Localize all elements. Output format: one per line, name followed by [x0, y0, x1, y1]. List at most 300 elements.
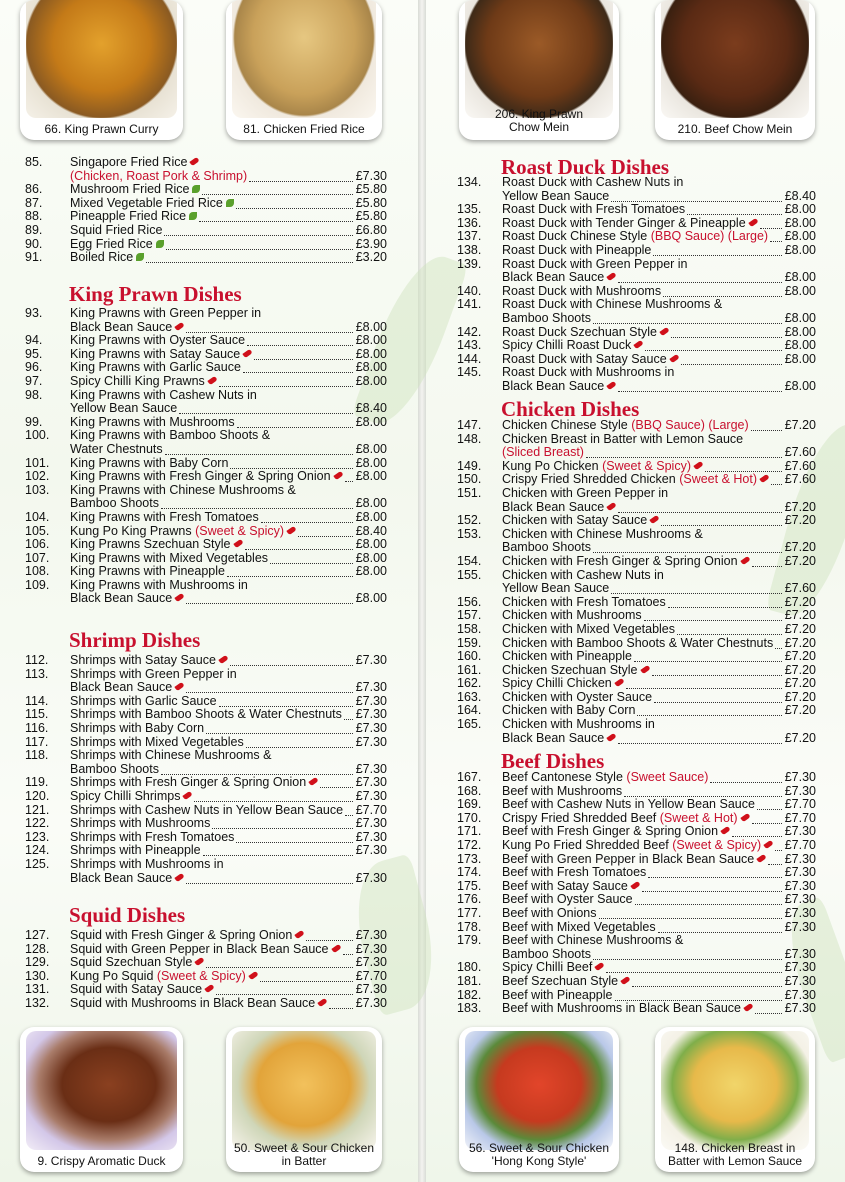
- shrimp-list: [25, 654, 387, 885]
- item-name: [502, 190, 609, 204]
- item-number: 176.: [457, 892, 482, 907]
- item-name: [502, 312, 591, 326]
- chili-icon: [748, 218, 758, 227]
- item-name: [502, 258, 688, 272]
- item-name: [502, 446, 584, 460]
- item-name: [502, 203, 685, 217]
- menu-item-continuation: [25, 402, 387, 416]
- item-label: Kung Po King Prawns: [70, 523, 192, 538]
- item-number: 160.: [457, 649, 482, 664]
- item-label: Roast Duck with Fresh Tomatoes: [502, 202, 686, 217]
- dot-leader: [751, 419, 782, 431]
- chili-icon: [175, 321, 185, 330]
- item-label: Spicy Chilli Beef: [502, 960, 593, 975]
- menu-item: [25, 695, 387, 709]
- beef-list: [457, 771, 816, 1016]
- dot-leader: [755, 1002, 782, 1014]
- item-name: [502, 176, 683, 190]
- photo-sweet-sour-chicken-batter: [226, 1027, 382, 1172]
- item-number: 173.: [457, 851, 482, 866]
- item-label: Spicy Chilli Roast Duck: [502, 338, 632, 353]
- menu-item: [25, 817, 387, 831]
- chili-icon: [595, 962, 605, 971]
- menu-item: [457, 866, 816, 880]
- menu-item: [25, 429, 387, 443]
- photo-king-prawn-curry: [20, 0, 183, 140]
- menu-item: [457, 514, 816, 528]
- photo-sweet-sour-chicken-hk: [459, 1027, 619, 1172]
- dot-leader: [606, 961, 782, 973]
- item-price: £7.30: [784, 892, 816, 907]
- item-price: £8.00: [784, 310, 816, 325]
- item-name: [502, 380, 616, 394]
- item-price: £7.20: [784, 649, 816, 664]
- item-name: [502, 866, 646, 880]
- heading-chicken: Chicken Dishes: [501, 397, 640, 421]
- item-label: King Prawns with Green Pepper in: [70, 306, 262, 320]
- item-price: £8.00: [355, 319, 387, 334]
- dot-leader: [249, 170, 353, 182]
- chili-icon: [764, 840, 774, 849]
- photo-caption: 9. Crispy Aromatic Duck: [37, 1154, 166, 1168]
- item-number: 112.: [25, 653, 49, 667]
- item-number: 135.: [457, 202, 482, 217]
- photo-beef-chow-mein: [655, 0, 815, 140]
- item-price: £7.30: [355, 982, 387, 997]
- menu-item: [457, 203, 816, 217]
- item-number: 85.: [25, 155, 43, 169]
- item-number: 89.: [25, 222, 43, 237]
- menu-item: [457, 1002, 816, 1016]
- item-name: [70, 776, 318, 790]
- photo-chicken-breast-lemon: [655, 1027, 815, 1172]
- item-name: [70, 224, 162, 238]
- menu-item: [457, 718, 816, 732]
- item-label: Squid with Satay Sauce: [70, 982, 203, 997]
- chili-icon: [218, 655, 228, 664]
- item-price: £7.30: [355, 734, 387, 749]
- menu-item: [457, 704, 816, 718]
- dot-leader: [593, 948, 782, 960]
- item-label: Beef with Green Pepper in Black Bean Sauce: [502, 851, 755, 866]
- chili-icon: [333, 471, 343, 480]
- item-note: (Sweet & Spicy): [602, 458, 691, 473]
- item-price: £8.00: [355, 333, 387, 348]
- chili-icon: [195, 957, 205, 966]
- item-number: 104.: [25, 509, 50, 524]
- item-label: Chicken with Fresh Tomatoes: [502, 594, 666, 609]
- dot-leader: [260, 970, 353, 982]
- dot-leader: [637, 704, 782, 716]
- dot-leader: [632, 975, 782, 987]
- menu-item-continuation: [457, 582, 816, 596]
- item-price: £7.30: [355, 829, 387, 844]
- dot-leader: [186, 872, 353, 884]
- item-number: 93.: [25, 306, 43, 320]
- item-price: £8.00: [784, 202, 816, 217]
- menu-item: [457, 907, 816, 921]
- chicken-list: [457, 419, 816, 745]
- item-label: Kung Po Chicken: [502, 458, 599, 473]
- menu-item-continuation: [25, 592, 387, 606]
- item-price: £7.20: [784, 553, 816, 568]
- item-number: 179.: [457, 933, 482, 948]
- item-label: King Prawns with Chinese Mushrooms &: [70, 482, 296, 497]
- item-price: £8.40: [355, 401, 387, 416]
- item-label: Yellow Bean Sauce: [502, 188, 610, 203]
- dot-leader: [165, 443, 353, 455]
- item-label: Beef with Chinese Mushrooms &: [502, 933, 684, 948]
- item-price: £7.20: [784, 540, 816, 555]
- menu-item: [25, 416, 387, 430]
- item-label: Kung Po Squid: [70, 968, 154, 983]
- item-label: Yellow Bean Sauce: [502, 581, 610, 596]
- item-price: £8.00: [355, 509, 387, 524]
- chili-icon: [757, 853, 767, 862]
- item-label: Black Bean Sauce: [70, 591, 173, 606]
- chili-icon: [331, 943, 341, 952]
- item-number: 149.: [457, 458, 482, 473]
- chili-icon: [607, 733, 617, 742]
- item-number: 124.: [25, 843, 50, 858]
- item-price: £7.20: [784, 676, 816, 691]
- item-label: Egg Fried Rice: [70, 236, 153, 251]
- item-name: [70, 443, 163, 457]
- item-label: King Prawns with Fresh Ginger & Spring Onion: [70, 469, 331, 484]
- item-note: (BBQ Sauce) (Large): [631, 418, 749, 432]
- menu-item: [457, 825, 816, 839]
- item-name: [502, 596, 666, 610]
- menu-item: [457, 798, 816, 812]
- dot-leader: [757, 798, 782, 810]
- item-price: £7.60: [784, 581, 816, 596]
- item-label: Spicy Chilli Chicken: [502, 676, 612, 691]
- item-label: Shrimps with Baby Corn: [70, 720, 205, 735]
- chili-icon: [640, 665, 650, 674]
- item-price: £7.30: [355, 775, 387, 790]
- item-name: [70, 497, 159, 511]
- item-number: 151.: [457, 485, 482, 500]
- item-label: Kung Po Fried Shredded Beef: [502, 837, 669, 852]
- item-name: [70, 579, 248, 593]
- menu-item: [25, 538, 387, 552]
- item-label: Squid with Fresh Ginger & Spring Onion: [70, 928, 293, 942]
- item-name: [502, 650, 632, 664]
- dot-leader: [245, 538, 353, 550]
- item-number: 163.: [457, 689, 482, 704]
- item-note: (Sweet & Spicy): [195, 523, 285, 538]
- menu-item: [25, 457, 387, 471]
- chili-icon: [175, 682, 185, 691]
- menu-item: [457, 637, 816, 651]
- dot-leader: [611, 190, 782, 202]
- item-name: [502, 718, 655, 732]
- menu-item: [25, 749, 387, 763]
- lemon-chicken-image: [661, 1031, 809, 1150]
- item-number: 127.: [25, 928, 50, 942]
- photo-caption: 206. King Prawn Chow Mein: [494, 107, 584, 134]
- item-number: 183.: [457, 1001, 482, 1016]
- item-label: Beef with Mushrooms in Black Bean Sauce: [502, 1001, 742, 1016]
- menu-item: [457, 326, 816, 340]
- item-number: 108.: [25, 564, 50, 579]
- item-label: Beef with Satay Sauce: [502, 878, 628, 893]
- item-label: King Prawns with Garlic Sauce: [70, 360, 241, 375]
- item-label: Roast Duck Szechuan Style: [502, 324, 657, 339]
- item-price: £7.30: [784, 973, 816, 988]
- item-name: [70, 321, 184, 335]
- item-number: 140.: [457, 283, 482, 298]
- item-number: 96.: [25, 360, 43, 375]
- item-name: [70, 858, 224, 872]
- dot-leader: [618, 380, 782, 392]
- item-label: Squid Fried Rice: [70, 222, 163, 237]
- item-label: Chicken Chinese Style: [502, 418, 628, 432]
- menu-item: [25, 334, 387, 348]
- item-name: [502, 732, 616, 746]
- chili-icon: [607, 272, 617, 281]
- dot-leader: [618, 271, 782, 283]
- item-number: 136.: [457, 215, 482, 230]
- item-name: [70, 736, 244, 750]
- chili-icon: [759, 474, 769, 483]
- item-price: £8.00: [784, 351, 816, 366]
- battered-chicken-image: [232, 1031, 376, 1150]
- menu-item-continuation: [457, 541, 816, 555]
- menu-item: [457, 473, 816, 487]
- item-label: Shrimps with Mixed Vegetables: [70, 734, 244, 749]
- menu-item: [457, 339, 816, 353]
- item-name: [70, 538, 243, 552]
- item-name: [502, 975, 630, 989]
- item-number: 90.: [25, 236, 43, 251]
- item-name: [502, 880, 640, 894]
- item-number: 105.: [25, 523, 50, 538]
- item-label: Water Chestnuts: [70, 441, 163, 456]
- menu-item: [457, 975, 816, 989]
- menu-item: [25, 943, 387, 957]
- item-number: 107.: [25, 550, 50, 565]
- item-price: £8.00: [355, 373, 387, 388]
- item-note: (Sweet Sauce): [626, 770, 709, 784]
- menu-item-continuation: [457, 380, 816, 394]
- menu-item: [457, 921, 816, 935]
- menu-item: [25, 956, 387, 970]
- item-name: [502, 569, 664, 583]
- item-name: [502, 298, 722, 312]
- item-number: 87.: [25, 195, 43, 210]
- dot-leader: [760, 217, 782, 229]
- item-note: (Sweet & Hot): [679, 472, 757, 487]
- dot-leader: [219, 695, 353, 707]
- photo-king-prawn-chow-mein: [459, 0, 619, 140]
- item-label: Roast Duck with Mushrooms: [502, 283, 662, 298]
- item-number: 86.: [25, 182, 43, 197]
- item-label: Black Bean Sauce: [502, 730, 605, 745]
- menu-item: [25, 831, 387, 845]
- dot-leader: [652, 664, 782, 676]
- item-name: [502, 501, 616, 515]
- menu-item: [25, 858, 387, 872]
- item-name: [70, 749, 271, 763]
- menu-item: [457, 298, 816, 312]
- item-label: Roast Duck with Green Pepper in: [502, 256, 688, 271]
- dot-leader: [343, 943, 353, 955]
- item-name: [70, 997, 327, 1011]
- menu-item-continuation: [457, 190, 816, 204]
- item-price: £8.00: [784, 324, 816, 339]
- item-label: Beef with Onions: [502, 905, 597, 920]
- item-name: [70, 511, 259, 525]
- dot-leader: [752, 555, 782, 567]
- dot-leader: [186, 681, 353, 693]
- menu-item: [457, 217, 816, 231]
- item-label: Roast Duck with Mushrooms in: [502, 365, 675, 380]
- menu-item: [25, 361, 387, 375]
- item-price: £7.30: [355, 941, 387, 956]
- item-number: 144.: [457, 351, 482, 366]
- item-price: £7.30: [784, 851, 816, 866]
- dot-leader: [768, 853, 782, 865]
- chili-icon: [634, 340, 644, 349]
- dot-leader: [212, 817, 353, 829]
- chili-icon: [207, 376, 217, 385]
- item-name: [70, 708, 342, 722]
- chili-icon: [743, 1003, 753, 1012]
- dot-leader: [306, 929, 353, 941]
- item-name: [502, 771, 708, 785]
- item-price: £8.00: [784, 229, 816, 244]
- item-name: [502, 691, 652, 705]
- item-number: 134.: [457, 175, 482, 189]
- item-number: 114.: [25, 693, 49, 708]
- menu-item: [25, 484, 387, 498]
- item-label: Black Bean Sauce: [502, 378, 605, 393]
- item-number: 157.: [457, 608, 482, 623]
- item-name: [502, 1002, 753, 1016]
- dot-leader: [320, 776, 353, 788]
- dot-leader: [648, 866, 782, 878]
- dot-leader: [164, 224, 353, 236]
- item-price: £7.70: [784, 837, 816, 852]
- item-name: [70, 307, 261, 321]
- item-number: 106.: [25, 537, 50, 552]
- menu-item: [25, 579, 387, 593]
- item-label: Beef with Cashew Nuts in Yellow Bean Sauce: [502, 797, 755, 812]
- item-price: £8.00: [355, 469, 387, 484]
- dot-leader: [179, 402, 353, 414]
- item-name: [502, 907, 597, 921]
- dot-leader: [618, 501, 782, 513]
- menu-item-continuation: [25, 497, 387, 511]
- menu-item: [457, 176, 816, 190]
- item-price: £8.40: [355, 523, 387, 538]
- item-label: Roast Duck with Chinese Mushrooms &: [502, 297, 723, 312]
- item-number: 131.: [25, 982, 50, 997]
- item-number: 167.: [457, 770, 482, 784]
- item-label: King Prawns with Oyster Sauce: [70, 333, 246, 348]
- dot-leader: [642, 880, 782, 892]
- item-price: £7.30: [355, 843, 387, 858]
- item-name: [70, 668, 237, 682]
- item-price: £7.30: [355, 168, 387, 183]
- item-label: Shrimps with Green Pepper in: [70, 666, 237, 681]
- item-label: Chicken with Pineapple: [502, 649, 632, 664]
- item-name: [70, 681, 184, 695]
- item-label: Pineapple Fried Rice: [70, 209, 187, 224]
- menu-item: [457, 650, 816, 664]
- menu-item: [25, 997, 387, 1011]
- menu-item: [457, 596, 816, 610]
- item-price: £7.60: [784, 472, 816, 487]
- dot-leader: [645, 339, 782, 351]
- dot-leader: [644, 609, 782, 621]
- chili-icon: [607, 381, 617, 390]
- menu-item: [25, 736, 387, 750]
- item-label: Crispy Fried Shredded Beef: [502, 810, 657, 825]
- menu-item: [25, 183, 387, 197]
- dot-leader: [246, 736, 353, 748]
- item-price: £5.80: [355, 182, 387, 197]
- menu-item: [457, 244, 816, 258]
- item-price: £8.00: [355, 455, 387, 470]
- item-number: 148.: [457, 431, 482, 446]
- item-number: 156.: [457, 594, 482, 609]
- item-price: £7.30: [784, 960, 816, 975]
- item-label: Black Bean Sauce: [70, 870, 173, 885]
- item-label: Roast Duck with Cashew Nuts in: [502, 175, 684, 189]
- dot-leader: [206, 956, 353, 968]
- dot-leader: [344, 708, 353, 720]
- item-name: [502, 217, 758, 231]
- menu-item: [457, 839, 816, 853]
- dot-leader: [624, 785, 782, 797]
- menu-item: [457, 609, 816, 623]
- item-price: £5.80: [355, 209, 387, 224]
- item-number: 94.: [25, 333, 43, 348]
- menu-item: [457, 677, 816, 691]
- item-price: £7.20: [784, 594, 816, 609]
- item-label: Roast Duck with Tender Ginger & Pineapple: [502, 215, 746, 230]
- item-price: £7.30: [784, 919, 816, 934]
- dot-leader: [329, 997, 353, 1009]
- item-name: [70, 970, 258, 984]
- item-number: 122.: [25, 816, 50, 831]
- item-label: Shrimps with Satay Sauce: [70, 653, 216, 667]
- chili-icon: [659, 326, 669, 335]
- dot-leader: [635, 893, 782, 905]
- heading-king-prawn: King Prawn Dishes: [69, 282, 242, 306]
- item-label: Bamboo Shoots: [502, 540, 591, 555]
- item-label: Beef with Fresh Tomatoes: [502, 865, 647, 880]
- item-number: 161.: [457, 662, 482, 677]
- item-number: 118.: [25, 748, 49, 763]
- item-name: [70, 197, 234, 211]
- item-name: [502, 433, 743, 447]
- item-name: [502, 609, 642, 623]
- menu-item: [25, 348, 387, 362]
- item-label: Bamboo Shoots: [70, 496, 159, 511]
- item-price: £8.40: [784, 188, 816, 203]
- item-label: Chicken Breast in Batter with Lemon Sauce: [502, 431, 744, 446]
- menu-item: [457, 528, 816, 542]
- dot-leader: [254, 348, 353, 360]
- item-number: 178.: [457, 919, 482, 934]
- item-label: Chicken with Bamboo Shoots & Water Chestnuts: [502, 635, 774, 650]
- dot-leader: [236, 197, 353, 209]
- item-number: 138.: [457, 242, 482, 257]
- item-number: 123.: [25, 829, 50, 844]
